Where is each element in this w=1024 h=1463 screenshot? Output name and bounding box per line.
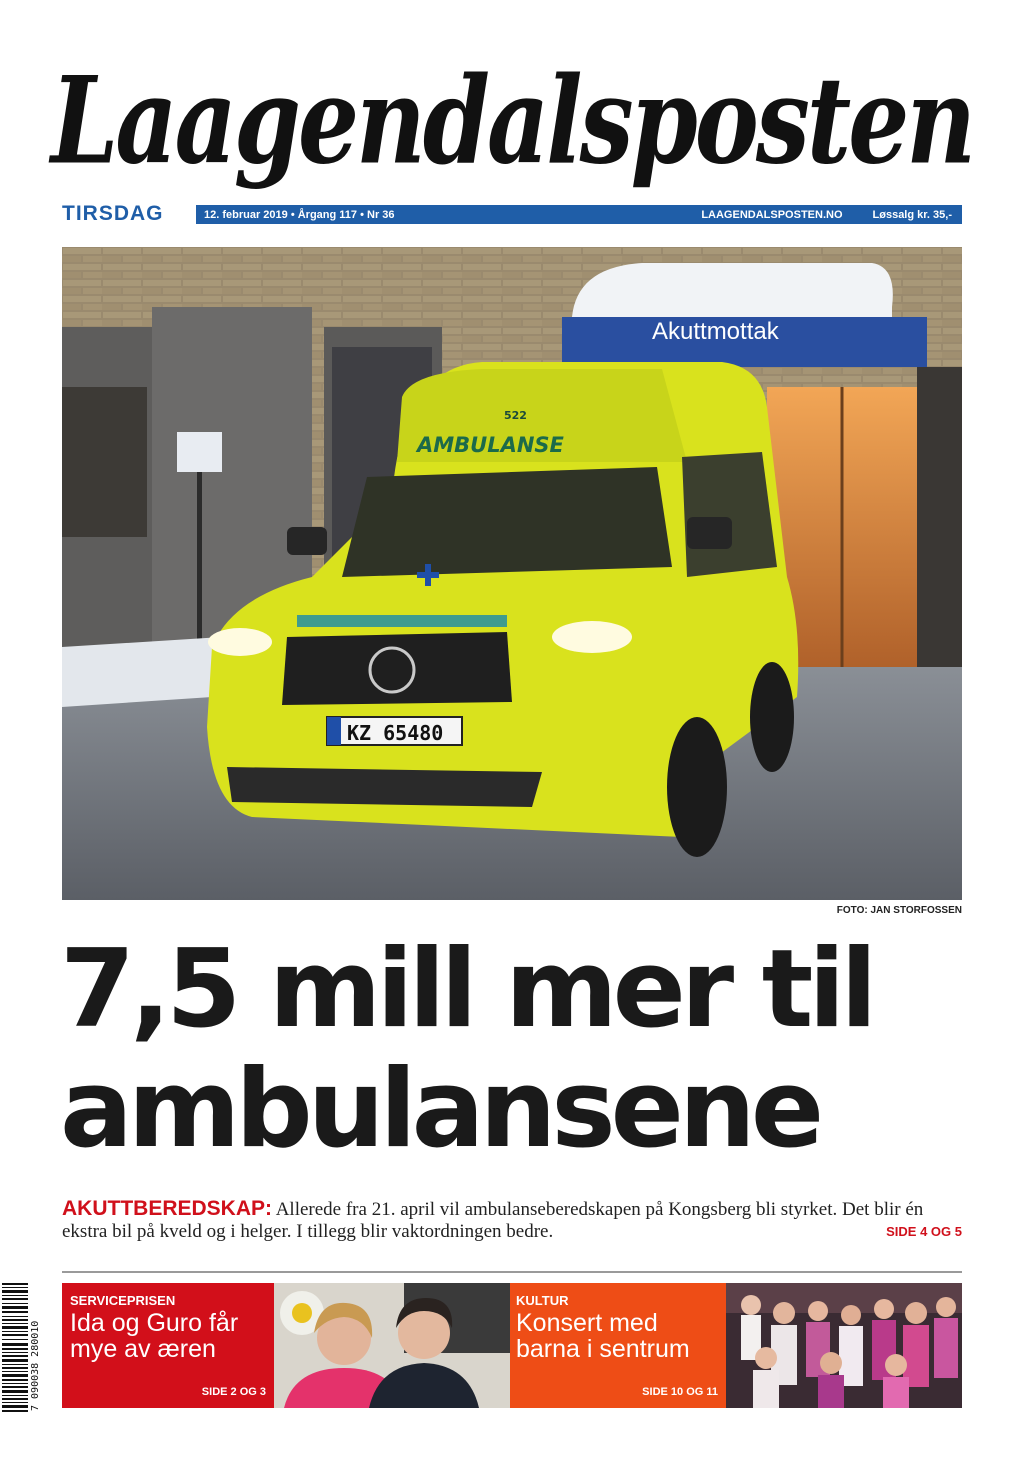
teaser-photo-women: [274, 1283, 510, 1408]
masthead-logo: Laagendalsposten: [50, 49, 974, 191]
barcode-digits: 7 090038 280010: [30, 1320, 41, 1411]
weekday-label: TIRSDAG: [62, 202, 164, 225]
ambulance-photo: [62, 247, 962, 900]
sign-text: Akuttmottak: [652, 318, 779, 345]
ambulance-lettering: AMBULANSE: [417, 433, 564, 457]
headline-line-2: ambulansene: [60, 1047, 820, 1172]
teaser-title: Konsert med barna i sentrum: [516, 1309, 690, 1363]
headline-line-1: 7,5 mill mer til: [60, 927, 873, 1052]
vehicle-number: 522: [504, 409, 527, 422]
website-link[interactable]: LAAGENDALSPOSTEN.NO: [701, 208, 843, 221]
photo-credit: FOTO: JAN STORFOSSEN: [836, 905, 962, 916]
divider: [62, 1271, 962, 1273]
lead-text: Allerede fra 21. april vil ambulanseberedskapen på Kongsberg bli styrket. Det blir én ekstra bil på kveld og i helger. I tillegg blir vaktordningen bedre.: [62, 1199, 924, 1242]
teaser-page-ref: SIDE 10 OG 11: [642, 1386, 718, 1398]
teaser-kultur[interactable]: [510, 1283, 726, 1408]
teaser-serviceprisen[interactable]: [62, 1283, 274, 1408]
barcode-icon: [0, 1283, 56, 1413]
teaser-page-ref: SIDE 2 OG 3: [201, 1386, 266, 1398]
license-plate: KZ 65480: [347, 721, 444, 745]
teaser-photo-children: [726, 1283, 962, 1408]
cover-photo: [62, 247, 962, 900]
lead-page-ref[interactable]: SIDE 4 OG 5: [886, 1224, 962, 1239]
teaser-title: Ida og Guro får mye av æren: [70, 1309, 239, 1363]
teaser-kicker: KULTUR: [516, 1293, 569, 1308]
date-issue: 12. februar 2019 • Årgang 117 • Nr 36: [204, 208, 395, 221]
date-bar: [196, 205, 962, 224]
main-headline[interactable]: [60, 927, 964, 1172]
teaser-kicker: SERVICEPRISEN: [70, 1293, 176, 1308]
children-photo: [726, 1283, 962, 1408]
lead-kicker: AKUTTBEREDSKAP:: [62, 1197, 272, 1220]
lead-paragraph: [62, 1198, 962, 1243]
masthead: [50, 40, 974, 200]
women-photo: [274, 1283, 510, 1408]
price-label: Løssalg kr. 35,-: [872, 208, 952, 221]
